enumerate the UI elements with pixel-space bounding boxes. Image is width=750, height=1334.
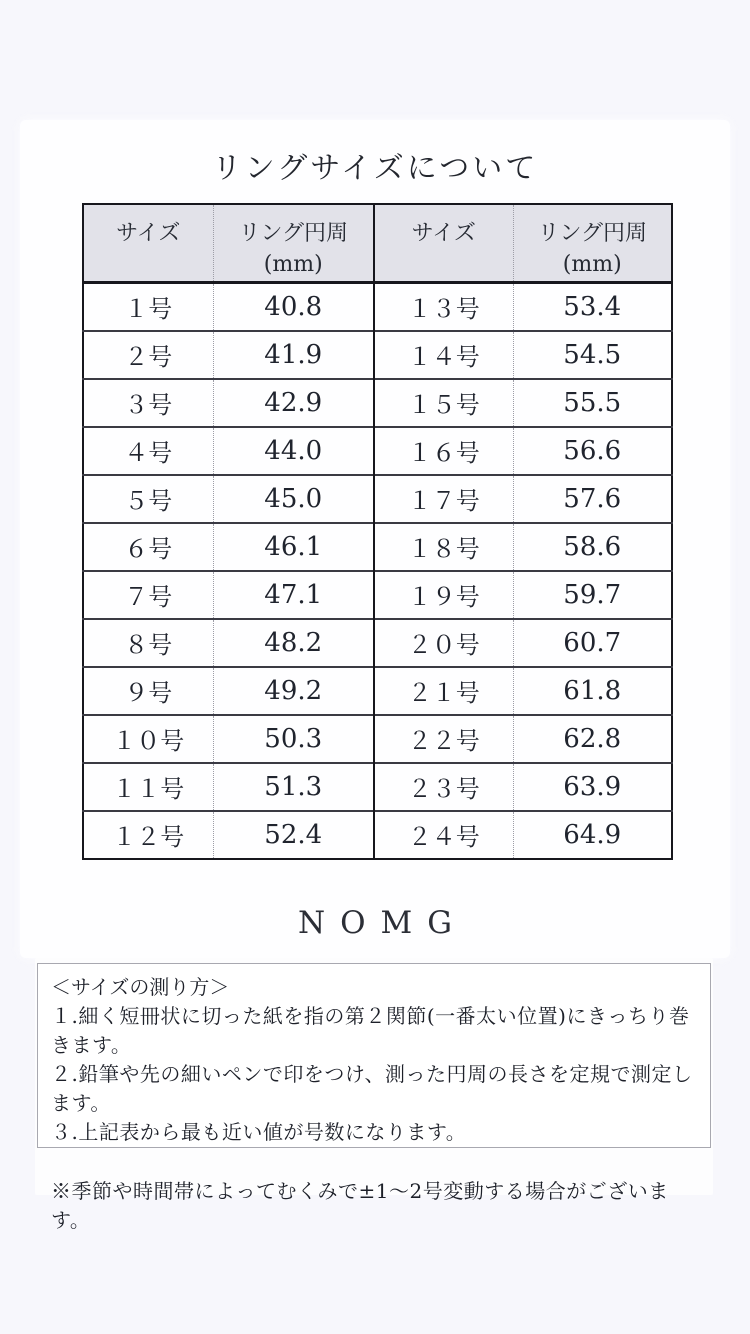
table-row xyxy=(83,667,672,715)
value-cell: 64.9 xyxy=(513,811,672,859)
page-title: リングサイズについて xyxy=(211,151,539,186)
table-row xyxy=(83,763,672,811)
size-cell: ３号 xyxy=(83,379,213,427)
size-guide-card xyxy=(20,120,730,958)
header-size-left-label: サイズ xyxy=(116,221,181,246)
table-row xyxy=(83,331,672,379)
header-unit-right-label: (mm) xyxy=(562,252,622,277)
value-cell: 59.7 xyxy=(513,571,672,619)
value-cell: 61.8 xyxy=(513,667,672,715)
size-cell: ２２号 xyxy=(374,715,513,763)
brand-logo: NOMG xyxy=(297,905,468,941)
value-cell: 41.9 xyxy=(213,331,374,379)
table-row xyxy=(83,475,672,523)
size-cell: ９号 xyxy=(83,667,213,715)
value-cell: 51.3 xyxy=(213,763,374,811)
value-cell: 63.9 xyxy=(513,763,672,811)
value-cell: 40.8 xyxy=(213,283,374,331)
size-cell: １７号 xyxy=(374,475,513,523)
header-size-right xyxy=(374,204,513,283)
table-row xyxy=(83,619,672,667)
value-cell: 45.0 xyxy=(213,475,374,523)
header-circumference-right-label: リング円周 xyxy=(537,221,648,246)
value-cell: 50.3 xyxy=(213,715,374,763)
instruction-step: ３.上記表から最も近い値が号数になります。 xyxy=(51,1120,467,1144)
value-cell: 55.5 xyxy=(513,379,672,427)
size-cell: ４号 xyxy=(83,427,213,475)
value-cell: 57.6 xyxy=(513,475,672,523)
value-cell: 53.4 xyxy=(513,283,672,331)
table-row xyxy=(83,571,672,619)
size-cell: ７号 xyxy=(83,571,213,619)
header-circumference-left xyxy=(213,204,374,283)
header-size-right-label: サイズ xyxy=(411,221,476,246)
header-circumference-right xyxy=(513,204,672,283)
notes-panel xyxy=(35,958,713,1232)
size-cell: ５号 xyxy=(83,475,213,523)
table-row xyxy=(83,523,672,571)
table-row xyxy=(83,427,672,475)
value-cell: 47.1 xyxy=(213,571,374,619)
size-cell: ２３号 xyxy=(374,763,513,811)
size-cell: ２号 xyxy=(83,331,213,379)
value-cell: 60.7 xyxy=(513,619,672,667)
size-cell: １８号 xyxy=(374,523,513,571)
instructions-heading: ＜サイズの測り方＞ xyxy=(51,975,230,999)
size-cell: ２４号 xyxy=(374,811,513,859)
size-cell: １９号 xyxy=(374,571,513,619)
header-circumference-left-label: リング円周 xyxy=(238,221,349,246)
size-cell: １号 xyxy=(124,295,173,324)
value-cell: 54.5 xyxy=(513,331,672,379)
value-cell: 58.6 xyxy=(513,523,672,571)
header-unit-left-label: (mm) xyxy=(263,252,323,277)
value-cell: 52.4 xyxy=(213,811,374,859)
value-cell: 44.0 xyxy=(213,427,374,475)
size-cell: １６号 xyxy=(374,427,513,475)
value-cell: 46.1 xyxy=(213,523,374,571)
size-cell: ６号 xyxy=(83,523,213,571)
table-row xyxy=(83,715,672,763)
value-cell: 42.9 xyxy=(213,379,374,427)
size-cell: １１号 xyxy=(83,763,213,811)
size-cell: １０号 xyxy=(83,715,213,763)
header-size-left xyxy=(83,204,213,283)
size-cell: １２号 xyxy=(83,811,213,859)
table-row xyxy=(83,283,672,331)
size-cell: ８号 xyxy=(83,619,213,667)
instruction-step: ２.鉛筆や先の細いペンで印をつけ、測った円周の長さを定規で測定します。 xyxy=(51,1062,693,1115)
value-cell: 56.6 xyxy=(513,427,672,475)
table-row xyxy=(83,811,672,859)
ring-size-table xyxy=(82,203,673,860)
caution-note: ※季節や時間帯によってむくみで±1～2号変動する場合がございます。 xyxy=(51,1179,669,1232)
size-cell: １４号 xyxy=(374,331,513,379)
size-cell: ２０号 xyxy=(374,619,513,667)
table-header-row xyxy=(83,204,672,283)
measuring-instructions-box xyxy=(37,963,711,1232)
size-cell: １５号 xyxy=(374,379,513,427)
value-cell: 49.2 xyxy=(213,667,374,715)
instruction-step: １.細く短冊状に切った紙を指の第２関節(一番太い位置)にきっちり巻きます。 xyxy=(51,1004,690,1057)
table-row xyxy=(83,379,672,427)
value-cell: 62.8 xyxy=(513,715,672,763)
size-cell: １３号 xyxy=(374,283,513,331)
size-cell: ２１号 xyxy=(374,667,513,715)
value-cell: 48.2 xyxy=(213,619,374,667)
